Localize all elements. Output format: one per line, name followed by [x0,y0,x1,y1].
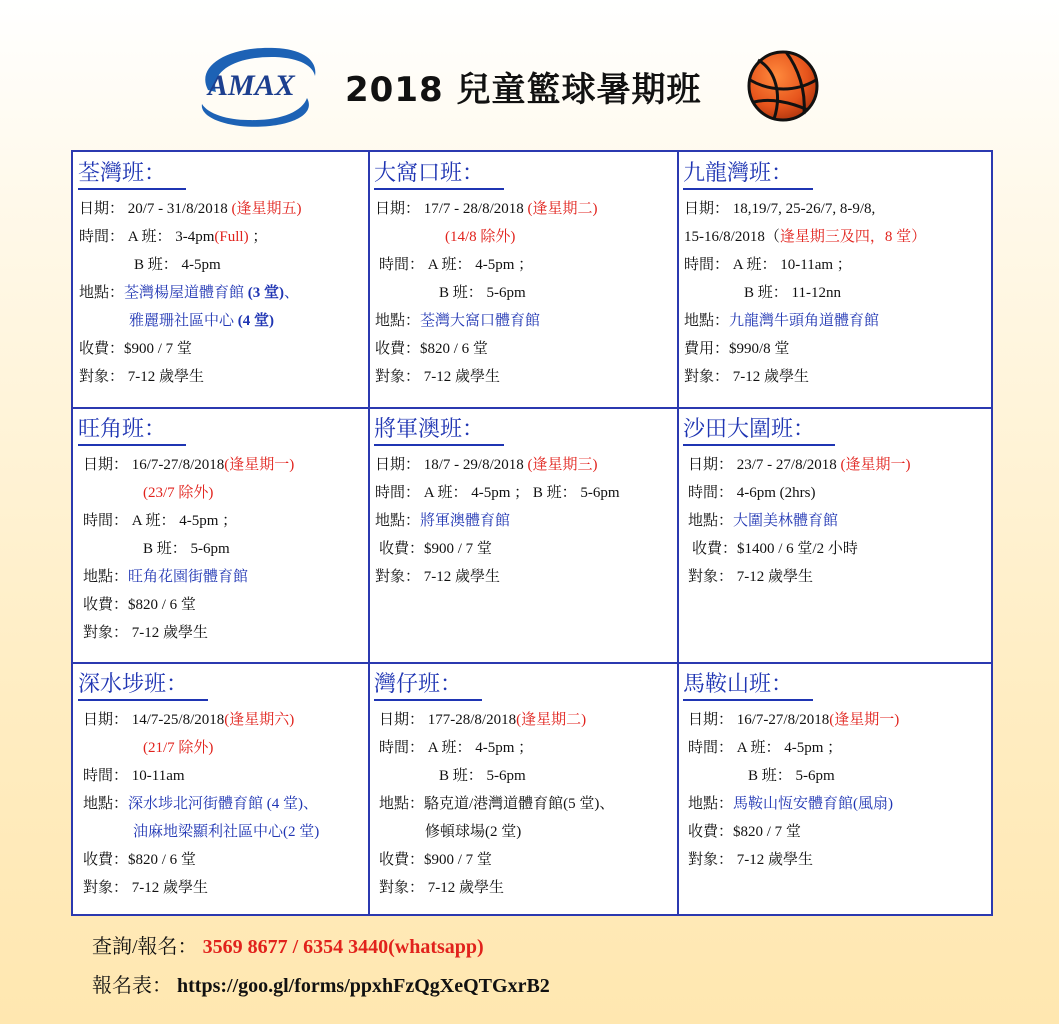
detail-text: (21/7 除外) [143,740,214,756]
detail-text: (逢星期二) [527,201,598,217]
class-detail-line [684,283,841,303]
detail-text: 收費：$900 / 7 堂 [379,541,492,557]
detail-text: 地點： [83,796,129,812]
detail-text: (逢星期一) [840,457,911,473]
class-title: 荃灣班： [78,156,186,190]
detail-text: 對象： 7-12 歲學生 [684,369,809,385]
detail-text: 、 [284,285,300,301]
class-detail-line [375,878,504,898]
class-detail-line [375,567,500,587]
detail-text: 九龍灣牛頭角道體育館 [729,313,880,329]
detail-text: 時間： 4-6pm (2hrs) [688,485,816,501]
detail-text: 時間： A 班： 10-11am ； [684,257,852,273]
class-detail-line [684,311,879,331]
detail-text: (逢星期一) [224,457,295,473]
detail-text: 日期： 16/7-27/8/2018 [688,712,830,728]
detail-text: 地點： [375,313,421,329]
detail-text: 日期： 23/7 - 27/8/2018 [688,457,841,473]
detail-text: (逢星期二) [516,712,587,728]
detail-text: 深水埗北河街體育館 (4 堂)、 [128,796,319,812]
detail-text: 對象： 7-12 歲學生 [83,625,208,641]
class-title: 馬鞍山班： [683,667,813,701]
class-detail-line [684,567,813,587]
detail-text: 時間： A 班： 4-5pm ； B 班： 5-6pm [375,485,620,501]
class-detail-line [79,822,319,842]
class-detail-line [79,199,302,219]
class-schedule-grid [71,150,993,916]
class-cell [369,152,677,407]
detail-text: 馬鞍山恆安體育館(風扇) [733,796,894,812]
detail-text: 日期： 20/7 - 31/8/2018 [79,201,232,217]
detail-text: 收費：$820 / 7 堂 [688,824,801,840]
class-detail-line [375,199,598,219]
class-detail-line [79,311,274,331]
class-cell [678,408,993,662]
detail-text: (4 堂) [237,313,275,329]
class-detail-line [684,455,911,475]
detail-text: 荃灣大窩口體育館 [420,313,541,329]
detail-text: 時間： 10-11am [83,768,185,784]
class-detail-line [375,455,598,475]
detail-text: 對象： 7-12 歲學生 [688,569,813,585]
detail-text: 時間： A 班： 4-5pm ； [688,740,843,756]
class-detail-line [79,766,185,786]
detail-text: 對象： 7-12 歲學生 [79,369,204,385]
class-cell [678,663,993,916]
class-detail-line [684,850,813,870]
detail-text: 旺角花園街體育館 [128,569,249,585]
detail-text: 地點： [83,569,129,585]
contact-phone[interactable]: 3569 8677 / 6354 3440(whatsapp) [202,936,484,958]
class-cell [73,663,368,916]
class-title: 大窩口班： [374,156,504,190]
class-title: 灣仔班： [374,667,482,701]
detail-text: 收費：$900 / 7 堂 [79,341,192,357]
class-detail-line [375,766,526,786]
class-detail-line [684,766,835,786]
class-detail-line [375,311,540,331]
class-detail-line [79,567,248,587]
class-detail-line [375,255,533,275]
class-detail-line [79,738,213,758]
detail-text: 日期： 16/7-27/8/2018 [83,457,225,473]
detail-text: 時間： A 班： 3-4pm [79,229,215,245]
detail-text: (3 堂) [247,285,285,301]
class-detail-line [375,367,500,387]
detail-text: 地點：駱克道/港灣道體育館(5 堂)、 [379,796,615,812]
detail-text: 時間： A 班： 4-5pm ； [379,257,534,273]
detail-text: B 班： 5-6pm [143,541,230,557]
class-cell [369,408,677,662]
class-detail-line [375,283,526,303]
class-title: 沙田大圍班： [683,412,835,446]
detail-text: 油麻地梁顯利社區中心(2 堂) [133,824,320,840]
class-detail-line [375,710,586,730]
detail-text: (逢星期六) [224,712,295,728]
detail-text: 時間： A 班： 4-5pm ； [83,513,238,529]
class-cell [369,663,677,916]
form-link[interactable]: https://goo.gl/forms/ppxhFzQgXeQTGxrB2 [177,975,550,997]
class-detail-line [684,255,852,275]
detail-text: 時間： A 班： 4-5pm ； [379,740,534,756]
detail-text: 日期： 17/7 - 28/8/2018 [375,201,528,217]
detail-text: 日期： 18,19/7, 25-26/7, 8-9/8, [684,201,876,217]
detail-text: 地點： [79,285,125,301]
class-detail-line [79,595,196,615]
detail-text: B 班： 4-5pm [134,257,221,273]
class-detail-line [375,339,488,359]
class-detail-line [79,227,267,247]
class-detail-line [79,283,299,303]
class-title: 九龍灣班： [683,156,813,190]
detail-text: (逢星期一) [829,712,900,728]
detail-text: 逢星期三及四，8 堂） [779,229,927,245]
class-title: 旺角班： [78,412,186,446]
detail-text: (23/7 除外) [143,485,214,501]
class-detail-line [79,483,213,503]
class-detail-line [375,822,521,842]
detail-text: ； [248,229,268,245]
form-label: 報名表： [92,975,172,997]
class-detail-line [375,511,510,531]
class-detail-line [79,539,230,559]
class-detail-line [79,339,192,359]
detail-text: (逢星期三) [527,457,598,473]
detail-text: 日期： 18/7 - 29/8/2018 [375,457,528,473]
detail-text: 費用：$990/8 堂 [684,341,790,357]
class-detail-line [684,710,899,730]
detail-text: 收費：$900 / 7 堂 [379,852,492,868]
detail-text: 地點： [688,513,734,529]
class-detail-line [375,850,492,870]
class-detail-line [684,539,858,559]
class-detail-line [375,738,533,758]
logo-text: AMAX [208,69,295,102]
detail-text: 對象： 7-12 歲學生 [688,852,813,868]
detail-text: (Full) [214,229,249,245]
class-detail-line [79,455,294,475]
detail-text: 對象： 7-12 歲學生 [375,369,500,385]
detail-text: 收費：$820 / 6 堂 [83,852,196,868]
detail-text: B 班： 5-6pm [439,768,526,784]
class-detail-line [79,255,221,275]
header [0,0,1059,145]
class-detail-line [375,227,515,247]
class-detail-line [684,794,893,814]
class-detail-line [684,367,809,387]
class-title: 將軍澳班： [374,412,504,446]
class-detail-line [375,794,614,814]
class-detail-line [375,483,620,503]
class-detail-line [79,511,237,531]
detail-text: 日期： 14/7-25/8/2018 [83,712,225,728]
page-title: 2018 兒童籃球暑期班 [345,70,702,110]
class-detail-line [684,511,838,531]
class-detail-line [375,539,492,559]
class-detail-line [684,227,926,247]
class-detail-line [79,794,318,814]
detail-text: B 班： 5-6pm [748,768,835,784]
detail-text: 15-16/8/2018（ [684,229,780,245]
class-detail-line [684,483,816,503]
detail-text: 雅麗珊社區中心 [129,313,238,329]
class-detail-line [79,878,208,898]
amax-logo [190,40,325,132]
contact-line [92,930,484,959]
detail-text: 對象： 7-12 歲學生 [379,880,504,896]
detail-text: 對象： 7-12 歲學生 [375,569,500,585]
class-cell [678,152,993,407]
class-detail-line [684,738,842,758]
class-detail-line [684,339,789,359]
detail-text: 對象： 7-12 歲學生 [83,880,208,896]
detail-text: B 班： 5-6pm [439,285,526,301]
detail-text: 收費：$820 / 6 堂 [375,341,488,357]
detail-text: 大圍美林體育館 [733,513,839,529]
detail-text: (逢星期五) [231,201,302,217]
class-cell [73,152,368,407]
class-cell [73,408,368,662]
detail-text: (14/8 除外) [445,229,516,245]
detail-text: 修頓球場(2 堂) [425,824,522,840]
class-detail-line [79,623,208,643]
detail-text: 收費：$820 / 6 堂 [83,597,196,613]
contact-label: 查詢/報名： [92,936,198,958]
detail-text: 地點： [375,513,421,529]
class-detail-line [79,367,204,387]
detail-text: 收費：$1400 / 6 堂/2 小時 [692,541,858,557]
class-detail-line [684,199,875,219]
class-detail-line [79,850,196,870]
detail-text: B 班： 11-12nn [744,285,841,301]
detail-text: 地點： [684,313,730,329]
class-detail-line [684,822,801,842]
detail-text: 將軍澳體育館 [420,513,511,529]
detail-text: 地點： [688,796,734,812]
form-line [92,969,550,998]
detail-text: 日期： 177-28/8/2018 [379,712,517,728]
class-title: 深水埗班： [78,667,208,701]
basketball-icon [746,50,820,122]
detail-text: 荃灣楊屋道體育館 [124,285,248,301]
class-detail-line [79,710,294,730]
